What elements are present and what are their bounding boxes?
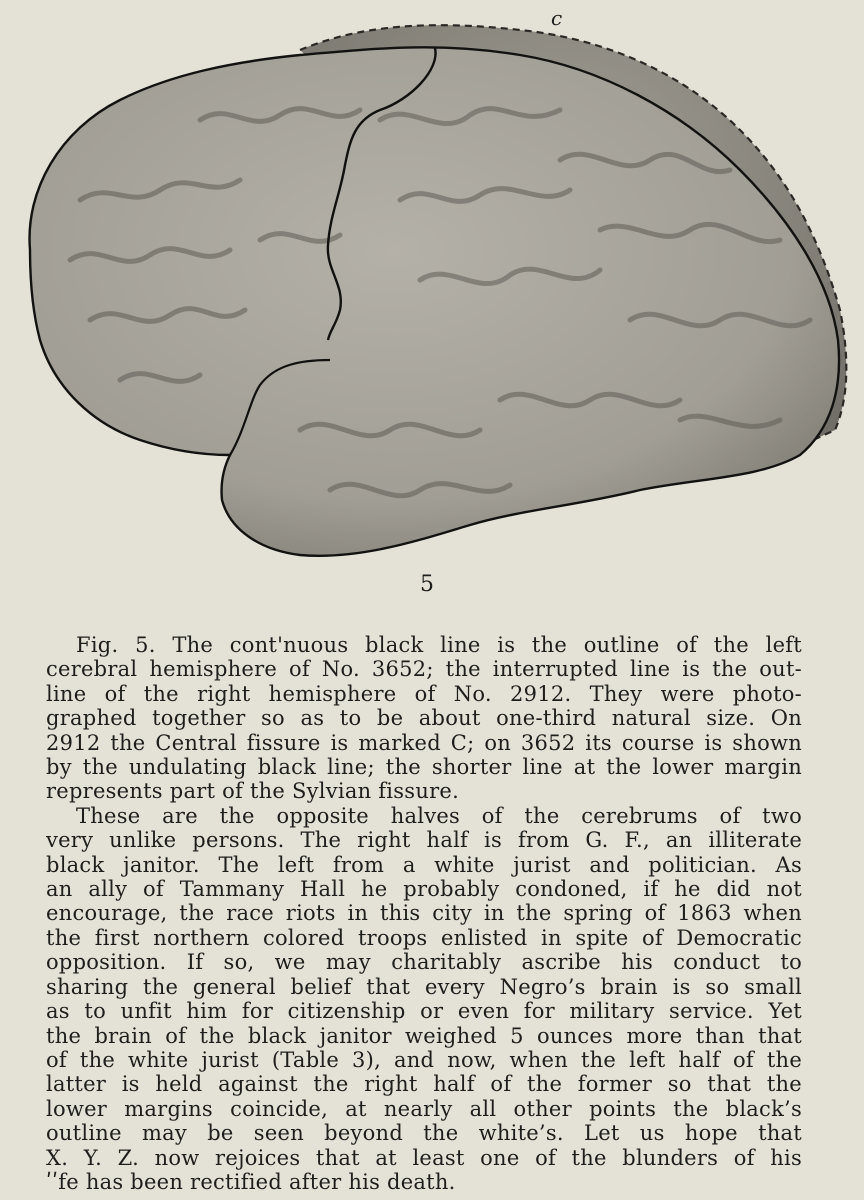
body-paragraph <box>46 804 802 1195</box>
figure-number: 5 <box>420 572 434 597</box>
caption-line: cerebral hemisphere of No. 3652; the interrupted line is the out- <box>46 657 802 682</box>
body-line: very unlike persons. The right half is from G. F., an illiterate <box>46 828 802 853</box>
caption-and-body <box>46 633 802 1194</box>
body-line: lower margins coincide, at nearly all other points the black’s <box>46 1096 802 1121</box>
brain-illustration <box>0 0 864 580</box>
body-line: sharing the general belief that every Negro’s brain is so small <box>46 974 802 999</box>
body-line: black janitor. The left from a white jurist and politician. As <box>46 852 802 877</box>
figure-caption <box>46 633 802 804</box>
caption-line: graphed together so as to be about one-third natural size. On <box>46 706 802 731</box>
body-line: ʹʹfe has been rectified after his death. <box>46 1169 456 1194</box>
body-line: the brain of the black janitor weighed 5 ounces more than that <box>46 1023 802 1048</box>
brain-figure <box>0 0 864 580</box>
body-line: outline may be seen beyond the white’s. Let us hope that <box>46 1121 802 1146</box>
body-line: of the white jurist (Table 3), and now, when the left half of the <box>46 1047 802 1072</box>
caption-line: 2912 the Central fissure is marked C; on 3652 its course is shown <box>46 730 802 755</box>
body-line: as to unfit him for citizenship or even for military service. Yet <box>46 999 802 1024</box>
caption-line: line of the right hemisphere of No. 2912. They were photo- <box>46 681 802 706</box>
central-fissure-marker-c: c <box>551 6 563 30</box>
body-line: an ally of Tammany Hall he probably condoned, if he did not <box>46 877 802 902</box>
caption-line: represents part of the Sylvian fissure. <box>46 779 459 804</box>
body-line: X. Y. Z. now rejoices that at least one of the blunders of his <box>46 1145 802 1170</box>
body-line: the first northern colored troops enlisted in spite of Democratic <box>46 925 802 950</box>
body-line: encourage, the race riots in this city in the spring of 1863 when <box>46 901 802 926</box>
caption-line: by the undulating black line; the shorter line at the lower margin <box>46 755 802 780</box>
body-line: opposition. If so, we may charitably ascribe his conduct to <box>46 950 802 975</box>
body-line: latter is held against the right half of the former so that the <box>46 1072 802 1097</box>
caption-line: Fig. 5. The cont'nuous black line is the outline of the left <box>76 633 802 657</box>
body-line: These are the opposite halves of the cerebrums of two <box>76 803 802 828</box>
